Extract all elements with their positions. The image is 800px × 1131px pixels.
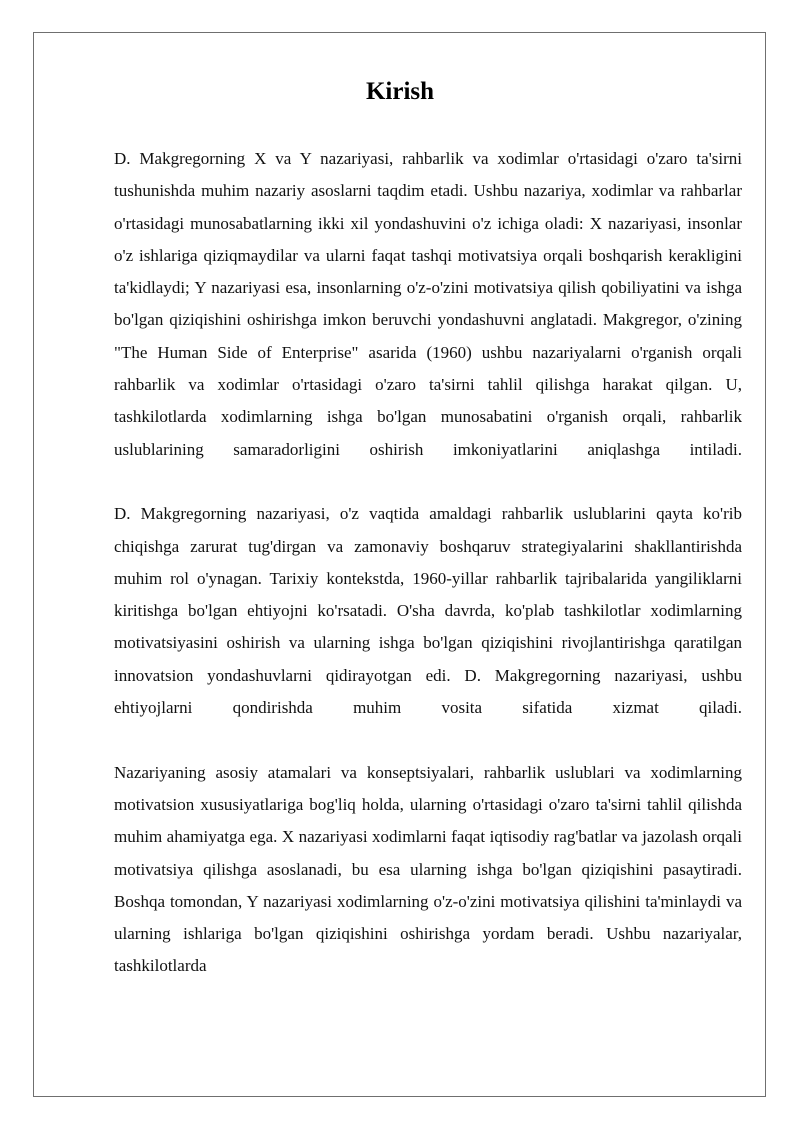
paragraph-spacer xyxy=(114,724,742,756)
document-body xyxy=(114,143,742,983)
paragraph-2: D. Makgregorning nazariyasi, o'z vaqtida amaldagi rahbarlik uslublarini qayta ko'rib chiqishga zarurat tug'dirgan va zamonaviy boshqaruv strategiyalarini shakllantirishda muhim rol o'ynagan. Tarixiy kontekstda, 1960-yillar rahbarlik tajribalarida yangiliklarni kiritishga bo'lgan ehtiyojni ko'rsatadi. O'sha davrda, ko'plab tashkilotlar xodimlarning motivatsiyasini oshirish va ularning ishga bo'lgan qiziqishini rivojlantirishga qaratilgan innovatsion yondashuvlarni qidirayotgan edi. D. Makgregorning nazariyasi, ushbu ehtiyojlarni qondirishda muhim vosita sifatida xizmat qiladi. xyxy=(114,504,742,718)
paragraph-3: Nazariyaning asosiy atamalari va konseptsiyalari, rahbarlik uslublari va xodimlarning motivatsion xususiyatlariga bog'liq holda, ularning o'rtasidagi o'zaro ta'sirni tahlil qilishda muhim ahamiyatga ega. X nazariyasi xodimlarni faqat iqtisodiy rag'batlar va jazolash orqali motivatsiya qilishga asoslanadi, bu esa ularning ishga bo'lgan qiziqishini pasaytiradi. Boshqa tomondan, Y nazariyasi xodimlarning o'z-o'zini motivatsiya qilishini ta'minlaydi va ularning ishlariga bo'lgan qiziqishini oshirishga yordam beradi. Ushbu nazariyalar, tashkilotlarda xyxy=(114,762,742,976)
page-title: Kirish xyxy=(365,78,435,105)
paragraph-1: D. Makgregorning X va Y nazariyasi, rahbarlik va xodimlar o'rtasidagi o'zaro ta'sirni tushunishda muhim nazariy asoslarni taqdim etadi. Ushbu nazariya, xodimlar va rahbarlar o'rtasidagi munosabatlarning ikki xil yondashuvini o'z ichiga oladi: X nazariyasi, insonlar o'z ishlariga qiziqmaydilar va ularni faqat tashqi motivatsiya orqali boshqarish kerakligini ta'kidlaydi; Y nazariyasi esa, insonlarning o'z-o'zini motivatsiya qilish qobiliyatini va ishga bo'lgan qiziqishini oshirishga imkon beruvchi yondashuvni anglatadi. Makgregor, o'zining "The Human Side of Enterprise" asarida (1960) ushbu nazariyalarni o'rganish orqali rahbarlik va xodimlar o'rtasidagi o'zaro ta'sirni tahlil qilishga harakat qilgan. U, tashkilotlarda xodimlarning ishga bo'lgan munosabatini o'rganish orqali, rahbarlik uslublarining samaradorligini oshirish imkoniyatlarini aniqlashga intiladi. xyxy=(114,149,742,459)
paragraph-spacer xyxy=(114,466,742,498)
